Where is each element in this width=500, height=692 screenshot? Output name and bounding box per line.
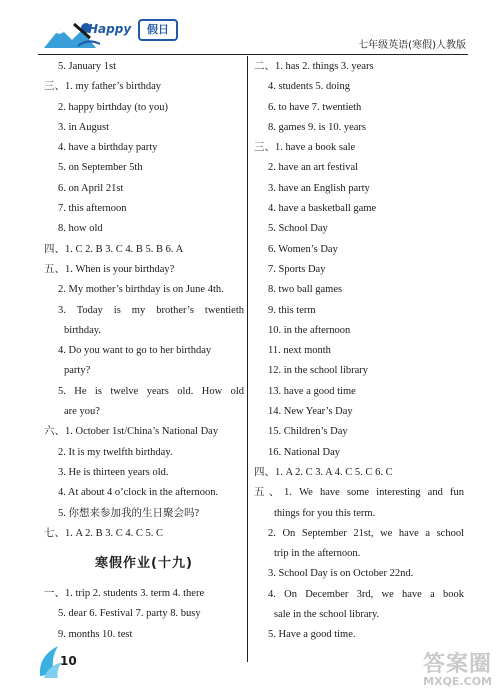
- answer-line: 七、1. A 2. B 3. C 4. C 5. C: [44, 527, 164, 539]
- answer-line: 2. My mother’s birthday is on June 4th.: [58, 284, 224, 296]
- answer-line: 16. National Day: [268, 446, 341, 458]
- answer-line: 2. It is my twelfth birthday.: [58, 446, 173, 458]
- watermark: [423, 654, 492, 688]
- right-column: [254, 57, 464, 646]
- left-column: [44, 57, 244, 645]
- answer-line: 6. to have 7. twentieth: [268, 101, 362, 113]
- answer-line: 5. dear 6. Festival 7. party 8. busy: [58, 608, 201, 620]
- answer-line: 5. January 1st: [58, 61, 117, 72]
- answer-line: 4. At about 4 o’clock in the afternoon.: [58, 487, 219, 499]
- answer-line: 六、1. October 1st/China’s National Day: [44, 426, 219, 438]
- header-rule: [38, 54, 468, 55]
- answer-line: 14. New Year’s Day: [268, 406, 353, 418]
- answer-line: 三、1. have a book sale: [254, 142, 356, 154]
- answer-line: 2. happy birthday (to you): [58, 101, 168, 113]
- answer-line: 二、1. has 2. things 3. years: [254, 61, 374, 72]
- answer-line: birthday.: [64, 324, 101, 336]
- answer-line: 13. have a good time: [268, 385, 356, 397]
- book-title: 七年级英语(寒假)人教版: [358, 40, 466, 51]
- answer-line: 3. School Day is on October 22nd.: [268, 568, 414, 580]
- answer-line: 10. in the afternoon: [268, 324, 351, 336]
- logo-text: Happy: [88, 22, 132, 36]
- answer-line: things for you this term.: [274, 507, 376, 519]
- answer-line: 5. on September 5th: [58, 162, 143, 174]
- watermark-line1: 答案圈: [422, 652, 492, 677]
- answer-line: 8. how old: [58, 223, 103, 235]
- answer-line: 6. Women’s Day: [268, 243, 338, 255]
- answer-line: 5. He is twelve years old. How old: [58, 385, 244, 397]
- answer-line: 三、1. my father’s birthday: [44, 81, 162, 93]
- answer-line: 8. games 9. is 10. years: [268, 121, 366, 133]
- answer-line: 四、1. A 2. C 3. A 4. C 5. C 6. C: [254, 466, 393, 478]
- answer-line: 4. Do you want to go to her birthday: [58, 345, 212, 357]
- answer-line: 五、1. We have some interesting and fun: [254, 487, 464, 499]
- answer-line: 五、1. When is your birthday?: [44, 263, 175, 275]
- answer-line: 4. have a birthday party: [58, 142, 158, 154]
- answer-line: 5. 你想来参加我的生日聚会吗?: [58, 507, 200, 519]
- answer-line: 5. Have a good time.: [268, 629, 356, 641]
- page-header: [0, 0, 500, 54]
- answer-line: 3. He is thirteen years old.: [58, 466, 169, 478]
- page-number: 10: [60, 654, 77, 668]
- answer-line: 9. months 10. test: [58, 628, 133, 640]
- watermark-line2: MXQE.COM: [423, 675, 492, 688]
- answer-line: 4. have a basketball game: [268, 203, 377, 215]
- answer-line: 3. in August: [58, 121, 110, 133]
- answer-line: 7. Sports Day: [268, 263, 326, 275]
- answer-line: sale in the school library.: [274, 609, 380, 621]
- answer-line: 11. next month: [268, 345, 331, 357]
- answer-line: 4. On December 3rd, we have a book: [268, 588, 464, 600]
- answer-line: 一、1. trip 2. students 3. term 4. there: [44, 588, 205, 600]
- column-divider: [247, 56, 248, 662]
- answer-line: 15. Children’s Day: [268, 426, 348, 438]
- answer-line: 5. School Day: [268, 223, 328, 235]
- answer-line: are you?: [64, 406, 100, 418]
- logo-badge: 假日: [138, 19, 178, 41]
- section-title: 寒假作业(十九): [95, 556, 193, 572]
- answer-line: 7. this afternoon: [58, 203, 127, 215]
- answer-line: 2. have an art festival: [268, 162, 359, 174]
- answer-line: 9. this term: [268, 304, 316, 316]
- answer-line: 12. in the school library: [268, 365, 369, 377]
- answer-line: 8. two ball games: [268, 284, 343, 296]
- answer-line: 3. Today is my brother’s twentieth: [58, 304, 244, 316]
- answer-line: 3. have an English party: [268, 182, 370, 194]
- answer-line: 6. on April 21st: [58, 182, 124, 194]
- answer-line: party?: [64, 365, 91, 377]
- answer-line: trip in the afternoon.: [274, 548, 361, 560]
- answer-line: 2. On September 21st, we have a school: [268, 527, 464, 539]
- answer-line: 四、1. C 2. B 3. C 4. B 5. B 6. A: [44, 243, 184, 255]
- answer-line: 4. students 5. doing: [268, 81, 350, 93]
